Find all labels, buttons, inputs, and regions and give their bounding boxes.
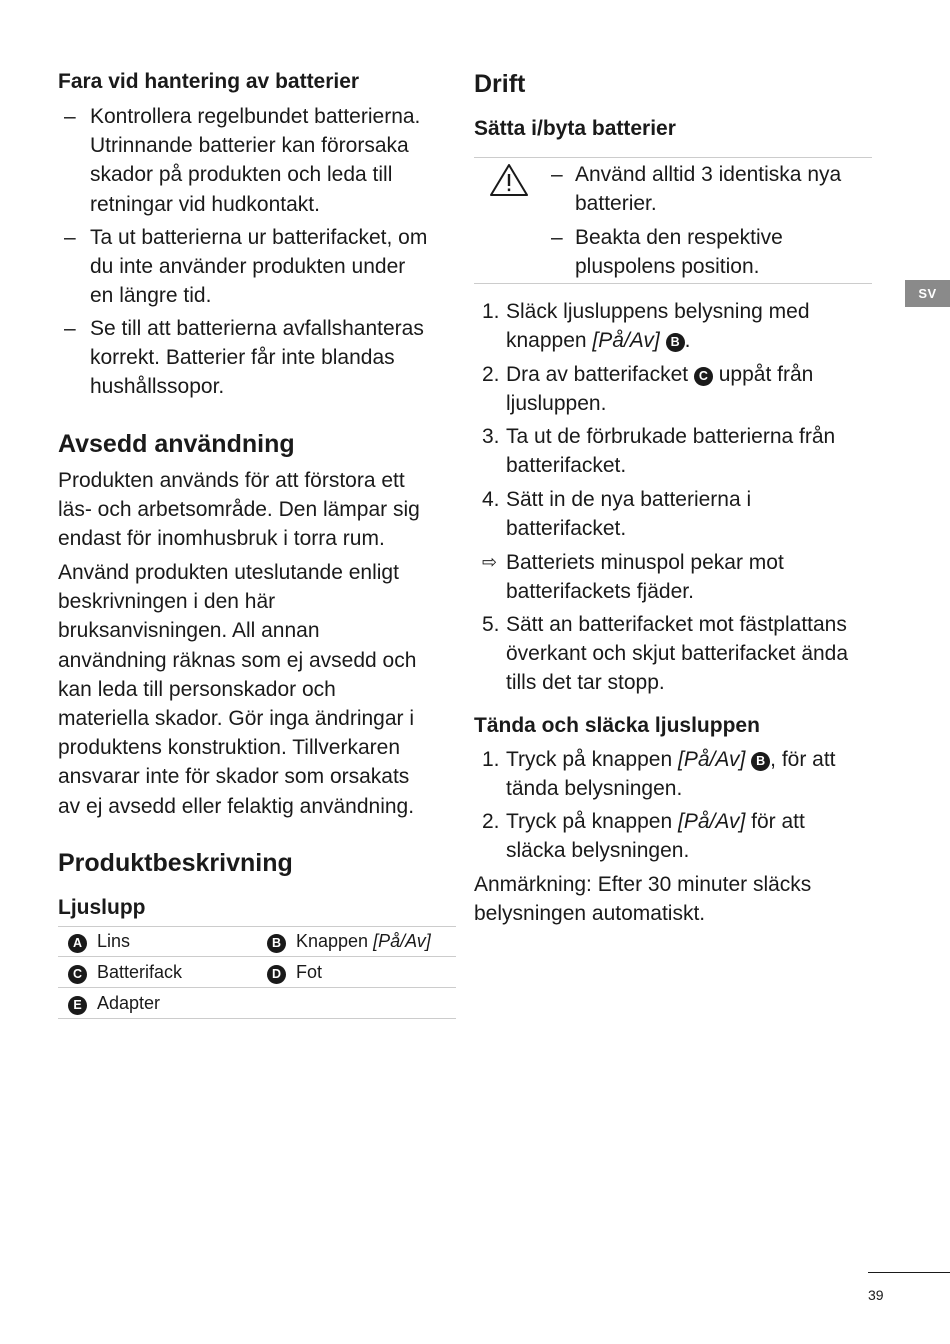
hazard-heading: Fara vid hantering av batterier [58,70,360,93]
part-e: E Adapter [68,988,160,1018]
language-tab: SV [905,280,950,307]
part-letter-badge: C [68,965,87,984]
warning-triangle-icon [489,163,529,197]
intended-use-heading: Avsedd användning [58,430,295,458]
product-description-heading: Produktbeskrivning [58,849,293,877]
part-c: C Batterifack [68,957,182,987]
page-number: 39 [868,1287,884,1303]
part-letter-badge: B [267,934,286,953]
part-letter-badge: D [267,965,286,984]
footer-rule [868,1272,950,1273]
note-paragraph: Anmärkning: Efter 30 minuter släcks belysningen automatiskt. [474,873,812,926]
battery-compartment-c-badge: C [694,367,713,386]
product-subheading: Ljuslupp [58,896,146,919]
parts-row [58,957,456,988]
button-b-badge: B [751,752,770,771]
intended-use-paragraph-2: Använd produkten uteslutande enligt beskrivningen i den här bruksanvisningen. All annan användning räknas som ej avsedd och kan leda till personskador och materiella skador. Gör inga ändringar i produktens konstruktion. Tillverkaren ansvarar inte för skador som orsakats av ej avsedd eller felaktig användning. [58,561,417,818]
batteries-heading: Sätta i/byta batterier [474,117,676,140]
parts-row [58,926,456,957]
light-heading: Tända och släcka ljusluppen [474,714,760,737]
result-arrow-icon: ⇨ [482,552,498,572]
warning-bottom-rule [474,283,872,284]
part-b: B Knappen [På/Av] [267,926,431,956]
part-letter-badge: E [68,996,87,1015]
part-d: D Fot [267,957,322,987]
part-a: A Lins [68,926,130,956]
intended-use-paragraph-1: Produkten används för att förstora ett läs- och arbetsområde. Den lämpar sig endast för inomhusbruk i torra rum. [58,469,420,551]
part-letter-badge: A [68,934,87,953]
parts-row [58,988,456,1019]
drift-heading: Drift [474,70,526,98]
button-b-badge: B [666,333,685,352]
warning-top-rule [474,157,872,158]
parts-table [58,926,456,1019]
